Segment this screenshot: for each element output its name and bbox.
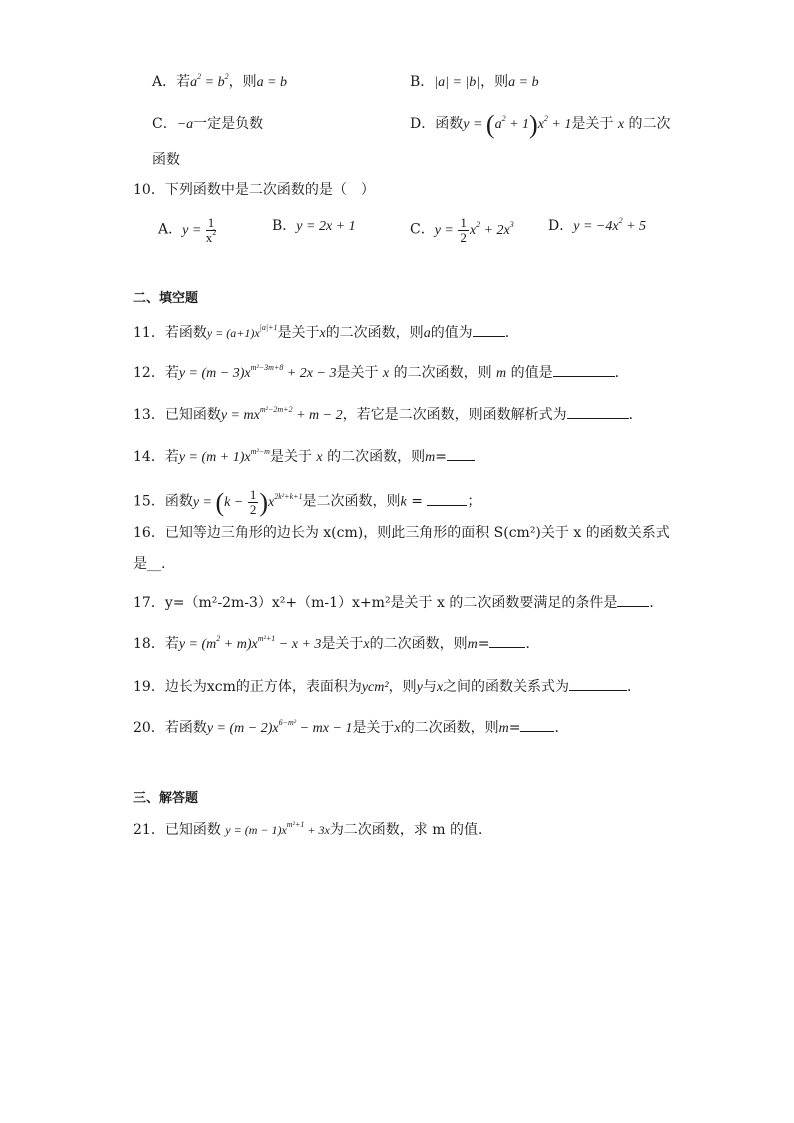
q15	[133, 488, 481, 517]
q21-num: 21．已知函数	[133, 822, 221, 838]
q19	[133, 676, 641, 698]
q9-option-a-expr2: a = b	[256, 75, 288, 90]
q10-option-c	[410, 216, 514, 245]
q9-option-a-expr: $a^2 = b^2$	[190, 72, 229, 90]
q12-num: 12．若	[133, 365, 179, 381]
q18-text: 是关于	[321, 636, 364, 652]
q10-option-b-label: B．	[272, 218, 297, 234]
q19-unit1: xcm	[206, 679, 236, 695]
q13-expr: $y = mx^{m^2-2m+2} + m - 2$	[220, 405, 343, 423]
q9-option-d	[410, 109, 671, 139]
q12-end: ．	[614, 365, 629, 381]
q12-var: x	[382, 366, 390, 381]
q13-end: ．	[628, 407, 643, 423]
q18-expr: $y = (m^2 + m)x^{m^2+1} - x + 3$	[178, 634, 322, 652]
q13	[133, 404, 643, 426]
q9-option-b-expr: |a| = |b|	[434, 75, 481, 90]
q18-text3: =	[477, 636, 490, 652]
q12-text3: 的值是	[510, 365, 553, 381]
q19-text: 的正方体，表面积为	[235, 679, 362, 695]
q19-num: 19．边长为	[133, 679, 207, 695]
q18-var2: m	[467, 637, 478, 652]
q12-answer-blank[interactable]	[553, 362, 615, 377]
q14-var: x	[316, 450, 323, 465]
q11	[133, 322, 519, 344]
q19-v1: y	[416, 680, 423, 695]
q12-text: 是关于	[336, 365, 379, 381]
section-fill-in-title: 二、填空题	[133, 291, 199, 306]
q20-expr: $y = (m - 2)x^{6-m^2}$ − mx − 1	[206, 718, 353, 736]
q11-num: 11．若函数	[133, 325, 207, 341]
q14-var2: m	[425, 450, 436, 465]
q11-text3: 的值为	[430, 325, 473, 341]
q18-end: ．	[525, 636, 540, 652]
q9-option-a-sep: ，则	[228, 74, 257, 90]
q9-option-b-label: B．	[410, 74, 435, 90]
section-answer-title: 三、解答题	[133, 791, 199, 806]
q10-option-a-label: A．	[158, 221, 183, 238]
q19-text2: ，则	[388, 679, 417, 695]
q19-unit2: ycm²	[361, 680, 389, 695]
q10-option-d-label: D．	[548, 218, 574, 234]
q19-answer-blank[interactable]	[569, 676, 627, 691]
q19-end: ．	[627, 679, 642, 695]
q12-var2: m	[496, 366, 507, 381]
q11-text2: 的二次函数，则	[325, 325, 424, 341]
q13-text: ，若它是二次函数，则函数解析式为	[342, 407, 567, 423]
q9-option-a	[152, 72, 287, 93]
q14-answer-blank[interactable]	[447, 446, 475, 461]
q20-text3: =	[508, 720, 521, 736]
q15-expr: y = (k − $\frac{1}{2}$ )$x^{2k^2+k+1}$	[192, 487, 303, 517]
q17-answer-blank[interactable]	[617, 592, 649, 607]
q11-end: ．	[504, 325, 519, 341]
q14-text3: =	[435, 449, 447, 465]
q12-text2: 的二次函数，则	[393, 365, 492, 381]
q9-option-d-var: x	[617, 117, 625, 132]
q14-expr: $y = (m + 1)x^{m^2-m}$	[178, 447, 270, 465]
q13-num: 13．已知函数	[133, 407, 221, 423]
q9-option-b-sep: ，则	[480, 74, 509, 90]
q9-option-d-label: D．函数	[410, 116, 464, 132]
q15-text: 是二次函数，则	[302, 493, 401, 510]
q16-line2: 是__.	[133, 556, 166, 572]
q16-line1: 16．已知等边三角形的边长为 x(cm)，则此三角形的面积 S(cm²)关于 x 的函数关系式	[133, 525, 670, 541]
q11-expr: $y = (a+1)x^{|a|+1}$	[206, 323, 278, 340]
q20	[133, 717, 568, 739]
q20-var: x	[394, 721, 401, 736]
q9-option-c-label: C．	[152, 116, 177, 132]
q17-end: ．	[649, 595, 664, 611]
q10-option-c-expr: y = $\frac{1}{2}$ $x^2 + 2x^3$	[434, 215, 514, 245]
q12	[133, 362, 629, 384]
q21	[133, 820, 492, 840]
q18-num: 18．若	[133, 636, 179, 652]
q12-expr: $y = (m - 3)x^{m^2-3m+8} + 2x - 3$	[178, 363, 337, 381]
q9-option-d-text2: 的二次	[628, 116, 671, 132]
q17-text: 17．y=（m²-2m-3）x²+（m-1）x+m²是关于 x 的二次函数要满足的条件是	[133, 595, 618, 611]
q10-option-b	[272, 216, 356, 237]
q11-var2: a	[423, 326, 431, 341]
q15-num: 15．函数	[133, 493, 193, 510]
q10-option-c-label: C．	[410, 221, 435, 238]
q20-var2: m	[498, 721, 509, 736]
q11-answer-blank[interactable]	[473, 322, 505, 337]
q14-num: 14．若	[133, 449, 179, 465]
q18-var: x	[363, 637, 370, 652]
q9-option-c-expr: −a	[176, 117, 194, 132]
q15-answer-blank[interactable]	[427, 491, 467, 506]
q11-text: 是关于	[277, 325, 320, 341]
q9-option-c	[152, 114, 263, 135]
q10-option-b-expr: y = 2x + 1	[296, 219, 356, 234]
q9-option-a-label: A．若	[152, 74, 191, 90]
q19-text3: 与	[422, 679, 437, 695]
q19-text4: 之间的函数关系式为	[443, 679, 570, 695]
q9-option-d-expr: $y = (a^2 + 1)x^2 + 1$	[463, 109, 572, 139]
q20-end: ．	[554, 720, 569, 736]
q19-v2: x	[436, 680, 444, 695]
q10-option-d	[548, 216, 646, 237]
q18-text2: 的二次函数，则	[369, 636, 468, 652]
q18	[133, 633, 539, 655]
q17	[133, 592, 663, 613]
q11-var: x	[319, 326, 326, 341]
q9-option-b	[410, 72, 539, 93]
q9-option-c-text: 一定是负数	[193, 116, 264, 132]
q20-num: 20．若函数	[133, 720, 207, 736]
q15-text2: =	[406, 493, 428, 510]
q10-stem: 10．下列函数中是二次函数的是（ ）	[133, 182, 375, 198]
q10-option-a	[158, 216, 217, 245]
q9-option-d-text: 是关于	[571, 116, 614, 132]
q14-text: 是关于	[269, 449, 312, 465]
q21-expr: $y = (m - 1)x^{m^2+1} + 3x$	[225, 820, 330, 837]
q9-option-d-wrap: 函数	[152, 152, 180, 168]
q15-end: ；	[467, 493, 482, 510]
q20-answer-blank[interactable]	[520, 717, 554, 732]
q14	[133, 446, 475, 468]
q13-answer-blank[interactable]	[567, 404, 629, 419]
q10-option-a-expr: y = $\frac{1}{x^2}$	[182, 215, 217, 245]
q14-text2: 的二次函数，则	[327, 449, 426, 465]
q20-text2: 的二次函数，则	[400, 720, 499, 736]
q20-text: 是关于	[352, 720, 395, 736]
q10-option-d-expr: $y = -4x^2 + 5$	[573, 216, 647, 234]
q18-answer-blank[interactable]	[489, 633, 525, 648]
q9-option-b-expr2: a = b	[508, 75, 539, 90]
q15-var: k	[400, 494, 407, 510]
q21-text: 为二次函数，求 m 的值．	[329, 822, 492, 838]
